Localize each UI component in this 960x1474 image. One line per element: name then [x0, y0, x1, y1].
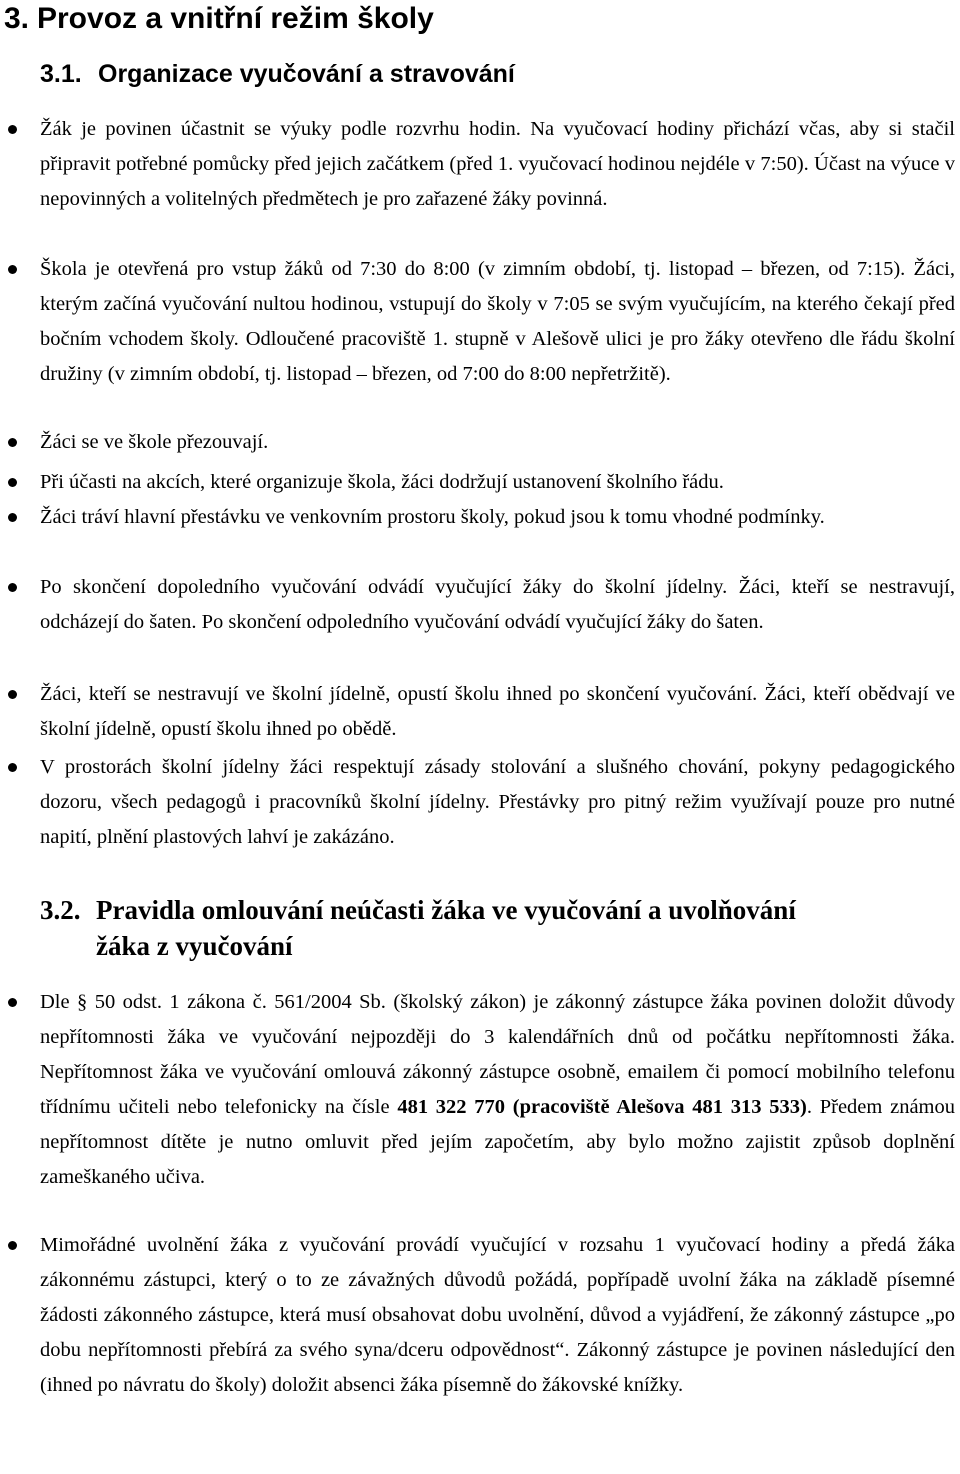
list-item: [40, 425, 955, 460]
section-number: 3.: [4, 2, 30, 35]
subsection-number: 3.1.: [40, 60, 82, 88]
list-item: [40, 985, 955, 1195]
bullet-icon: [8, 690, 17, 699]
list-item: [40, 570, 955, 640]
list-item: [40, 750, 955, 855]
list-item: [40, 677, 955, 747]
list-item-text: V prostorách školní jídelny žáci respektují zásady stolování a slušného chování, pokyny pedagogického dozoru, všech pedagogů i pracovníků školní jídelny. Přestávky pro pitný režim využívají pouze pro nutné napití, plnění plastových lahví je zakázáno.: [40, 756, 955, 848]
list-item: [40, 500, 955, 535]
list-item-text: Žák je povinen účastnit se výuky podle rozvrhu hodin. Na vyučovací hodiny přichází včas, aby si stačil připravit potřebné pomůcky před jejich začátkem (před 1. vyučovací hodinou nejdéle v 7:50). Účast na výuce v nepovinných a volitelných předmětech je pro zařazené žáky povinná.: [40, 118, 955, 210]
list-item-text: Škola je otevřená pro vstup žáků od 7:30 do 8:00 (v zimním období, tj. listopad – březen, od 7:15). Žáci, kterým začíná vyučování nultou hodinou, vstupují do školy v 7:05 se svým vyučujícím, na kterého čekají před bočním vchodem školy. Odloučené pracoviště 1. stupně v Alešově ulici je pro žáky otevřeno dle řádu školní družiny (v zimním období, tj. listopad – březen, od 7:00 do 8:00 nepřetržitě).: [40, 258, 955, 385]
list-item: [40, 112, 955, 217]
list-item-text: Žáci tráví hlavní přestávku ve venkovním prostoru školy, pokud jsou k tomu vhodné podmínky.: [40, 506, 825, 528]
bullet-icon: [8, 125, 17, 134]
bullet-icon: [8, 763, 17, 772]
bullet-icon: [8, 513, 17, 522]
list-item-text: Při účasti na akcích, které organizuje škola, žáci dodržují ustanovení školního řádu.: [40, 471, 724, 493]
list-item-text: Po skončení dopoledního vyučování odvádí vyučující žáky do školní jídelny. Žáci, kteří se nestravují, odcházejí do šaten. Po skončení odpoledního vyučování odvádí vyučující žáky do šaten.: [40, 576, 955, 633]
bullet-icon: [8, 998, 17, 1007]
list-item-text: Dle § 50 odst. 1 zákona č. 561/2004 Sb. (školský zákon) je zákonný zástupce žáka povinen doložit důvody nepřítomnosti žáka ve vyučování nejpozději do 3 kalendářních dnů od počátku nepřítomnosti žáka. Nepřítomnost žáka ve vyučování omlouvá zákonný zástupce osobně, emailem či pomocí mobilního telefonu třídnímu učiteli nebo telefonicky na čísle: [40, 991, 955, 1118]
section-heading-3: [4, 0, 434, 38]
list-item-text: . Předem známou nepřítomnost dítěte je nutno omluvit před jejím započetím, aby bylo možno zajistit způsob doplnění zameškaného učiva.: [40, 1096, 955, 1188]
subsection-heading-3-1: [40, 57, 515, 91]
list-item: [40, 1228, 955, 1403]
subsection-title: Organizace vyučování a stravování: [98, 60, 515, 88]
subsection-heading-3-2: [40, 892, 796, 964]
bullet-icon: [8, 478, 17, 487]
subsection-title-line2: žáka z vyučování: [96, 931, 293, 961]
section-title: Provoz a vnitřní režim školy: [37, 2, 434, 35]
list-item-text: Mimořádné uvolnění žáka z vyučování provádí vyučující v rozsahu 1 vyučovací hodiny a předá žáka zákonnému zástupci, který o to ze závažných důvodů požádá, popřípadě uvolní žáka na základě písemné žádosti zákonného zástupce, která musí obsahovat dobu uvolnění, důvod a vyjádření, že zákonný zástupce „po dobu nepřítomnosti přebírá za svého syna/dceru odpovědnost“. Zákonný zástupce je povinen následující den (ihned po návratu do školy) doložit absenci žáka písemně do žákovské knížky.: [40, 1234, 955, 1396]
subsection-title-line1: Pravidla omlouvání neúčasti žáka ve vyučování a uvolňování: [96, 895, 796, 925]
list-item: [40, 252, 955, 392]
bullet-icon: [8, 438, 17, 447]
list-item: [40, 465, 955, 500]
bullet-icon: [8, 583, 17, 592]
subsection-number: 3.2.: [40, 895, 81, 925]
list-item-text: Žáci, kteří se nestravují ve školní jídelně, opustí školu ihned po skončení vyučování. Žáci, kteří obědvají ve školní jídelně, opustí školu ihned po obědě.: [40, 683, 955, 740]
phone-numbers: 481 322 770 (pracoviště Alešova 481 313 533): [397, 1096, 807, 1118]
bullet-icon: [8, 1241, 17, 1250]
list-item-text: Žáci se ve škole přezouvají.: [40, 431, 269, 453]
bullet-icon: [8, 265, 17, 274]
